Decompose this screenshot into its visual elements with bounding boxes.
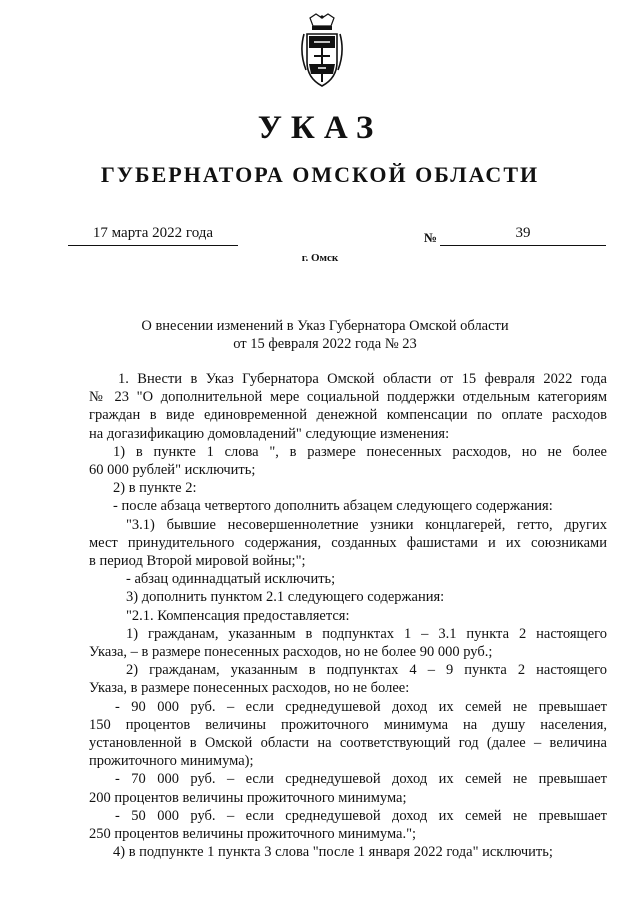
body-line: "3.1) бывшие несовершеннолетние узники концлагерей, гетто, других <box>126 516 607 533</box>
body-line: "2.1. Компенсация предоставляется: <box>126 607 350 624</box>
document-date: 17 марта 2022 года <box>68 225 238 246</box>
number-label: № <box>424 230 438 245</box>
body-line: 1) гражданам, указанным в подпунктах 1 – 3.1 пункта 2 настоящего <box>126 625 607 642</box>
body-line: прожиточного минимума); <box>89 753 254 770</box>
body-line: установленной в Омской области на соответствующий год (далее – величина <box>89 735 607 752</box>
document-heading <box>60 317 590 353</box>
body-line: - абзац одиннадцатый исключить; <box>126 571 336 588</box>
document-subtitle: ГУБЕРНАТОРА ОМСКОЙ ОБЛАСТИ <box>100 162 540 187</box>
body-line: 2) гражданам, указанным в подпунктах 4 – 9 пункта 2 настоящего <box>126 662 607 679</box>
body-line: 2) в пункте 2: <box>113 480 197 497</box>
omsk-coat-of-arms-icon <box>300 12 344 90</box>
body-line: в период Второй мировой войны;"; <box>89 553 306 570</box>
document-body <box>89 370 607 861</box>
document-city: г. Омск <box>301 252 339 264</box>
body-line: № 23 "О дополнительной мере социальной поддержки отдельным категориям <box>89 389 607 406</box>
document-number: 39 <box>440 225 606 246</box>
body-line: Указа, в размере понесенных расходов, но не более: <box>89 680 410 697</box>
body-line: 200 процентов величины прожиточного минимума; <box>89 789 407 806</box>
body-line: - 70 000 руб. – если среднедушевой доход их семей не превышает <box>115 771 607 788</box>
document-title: УКАЗ <box>257 110 383 146</box>
heading-line: от 15 февраля 2022 года № 23 <box>233 336 417 352</box>
body-line: 3) дополнить пунктом 2.1 следующего содержания: <box>126 589 445 606</box>
body-line: 60 000 рублей" исключить; <box>89 462 256 479</box>
body-line: граждан в виде единовременной денежной компенсации по оплате расходов <box>89 407 607 424</box>
body-line: 150 процентов величины прожиточного минимума на душу населения, <box>89 716 607 733</box>
body-line: - после абзаца четвертого дополнить абзацем следующего содержания: <box>113 498 553 515</box>
body-line: - 90 000 руб. – если среднедушевой доход их семей не превышает <box>115 698 607 715</box>
body-line: 1. Внести в Указ Губернатора Омской области от 15 февраля 2022 года <box>118 371 607 387</box>
heading-line: О внесении изменений в Указ Губернатора Омской области <box>141 318 509 334</box>
body-line: на догазификацию домовладений" следующие изменения: <box>89 425 450 442</box>
body-line: 4) в подпункте 1 пункта 3 слова "после 1 января 2022 года" исключить; <box>113 844 553 861</box>
body-line: - 50 000 руб. – если среднедушевой доход их семей не превышает <box>115 807 607 824</box>
body-line: мест принудительного содержания, созданных фашистами и их союзниками <box>89 534 607 551</box>
body-line: 250 процентов величины прожиточного минимума."; <box>89 826 417 843</box>
body-line: 1) в пункте 1 слова ", в размере понесенных расходов, но не более <box>113 443 607 460</box>
body-line: Указа, – в размере понесенных расходов, но не более 90 000 руб.; <box>89 644 493 661</box>
